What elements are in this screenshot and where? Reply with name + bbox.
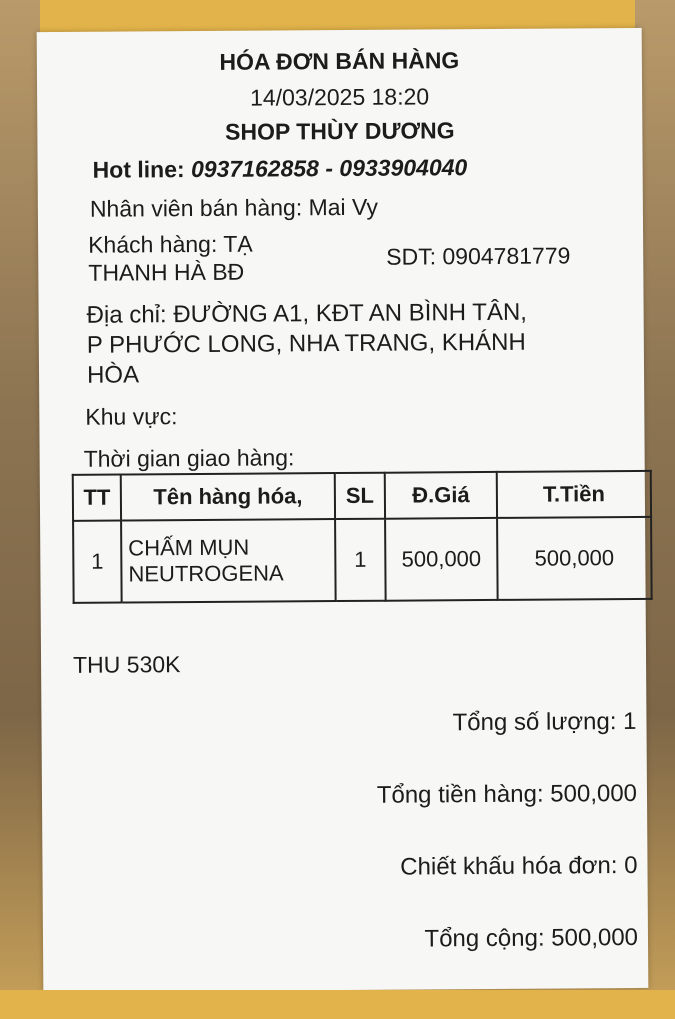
header-total: T.Tiền xyxy=(497,471,651,518)
hotline-label: Hot line: xyxy=(92,156,185,183)
hotline xyxy=(93,154,468,184)
total-quantity: Tổng số lượng: 1 xyxy=(452,707,637,737)
table-row xyxy=(73,517,652,603)
goods-total: Tổng tiền hàng: 500,000 xyxy=(376,779,638,809)
address-line-2: P PHƯỚC LONG, NHA TRANG, KHÁNH xyxy=(86,328,526,359)
items-table xyxy=(72,470,653,604)
item-name-line-1: CHẤM MỤN xyxy=(128,534,250,561)
payment-note: THU 530K xyxy=(72,651,181,678)
packing-tape-bottom xyxy=(0,990,675,1019)
receipt-title: HÓA ĐƠN BÁN HÀNG xyxy=(219,47,460,75)
receipt-paper xyxy=(37,28,649,992)
receipt-datetime: 14/03/2025 18:20 xyxy=(249,83,430,111)
header-qty: SL xyxy=(335,473,385,519)
address-line-1: Địa chỉ: ĐƯỜNG A1, KĐT AN BÌNH TÂN, xyxy=(86,298,528,329)
customer-phone: SDT: 0904781779 xyxy=(386,242,571,270)
row-total: 500,000 xyxy=(497,517,652,600)
header-unit-price: Đ.Giá xyxy=(385,472,497,519)
row-tt: 1 xyxy=(73,521,122,603)
row-item-name xyxy=(121,519,336,602)
row-qty: 1 xyxy=(335,519,386,601)
address-line-3: HÒA xyxy=(86,361,140,389)
row-unit-price: 500,000 xyxy=(385,518,498,601)
customer-line-2: THANH HÀ BĐ xyxy=(88,258,245,286)
customer-line-1: Khách hàng: TẠ xyxy=(88,230,253,258)
header-item-name: Tên hàng hóa, xyxy=(121,473,335,520)
hotline-numbers: 0937162858 - 0933904040 xyxy=(190,154,468,183)
delivery-time-label: Thời gian giao hàng: xyxy=(83,444,295,472)
shop-name: SHOP THÙY DƯƠNG xyxy=(224,117,455,145)
header-tt: TT xyxy=(73,475,121,521)
area-label: Khu vực: xyxy=(85,403,178,430)
item-name-line-2: NEUTROGENA xyxy=(128,560,284,587)
staff-name: Nhân viên bán hàng: Mai Vy xyxy=(89,193,379,222)
invoice-discount: Chiết khấu hóa đơn: 0 xyxy=(400,851,638,881)
table-header-row xyxy=(73,471,651,521)
grand-total: Tổng cộng: 500,000 xyxy=(424,923,639,953)
